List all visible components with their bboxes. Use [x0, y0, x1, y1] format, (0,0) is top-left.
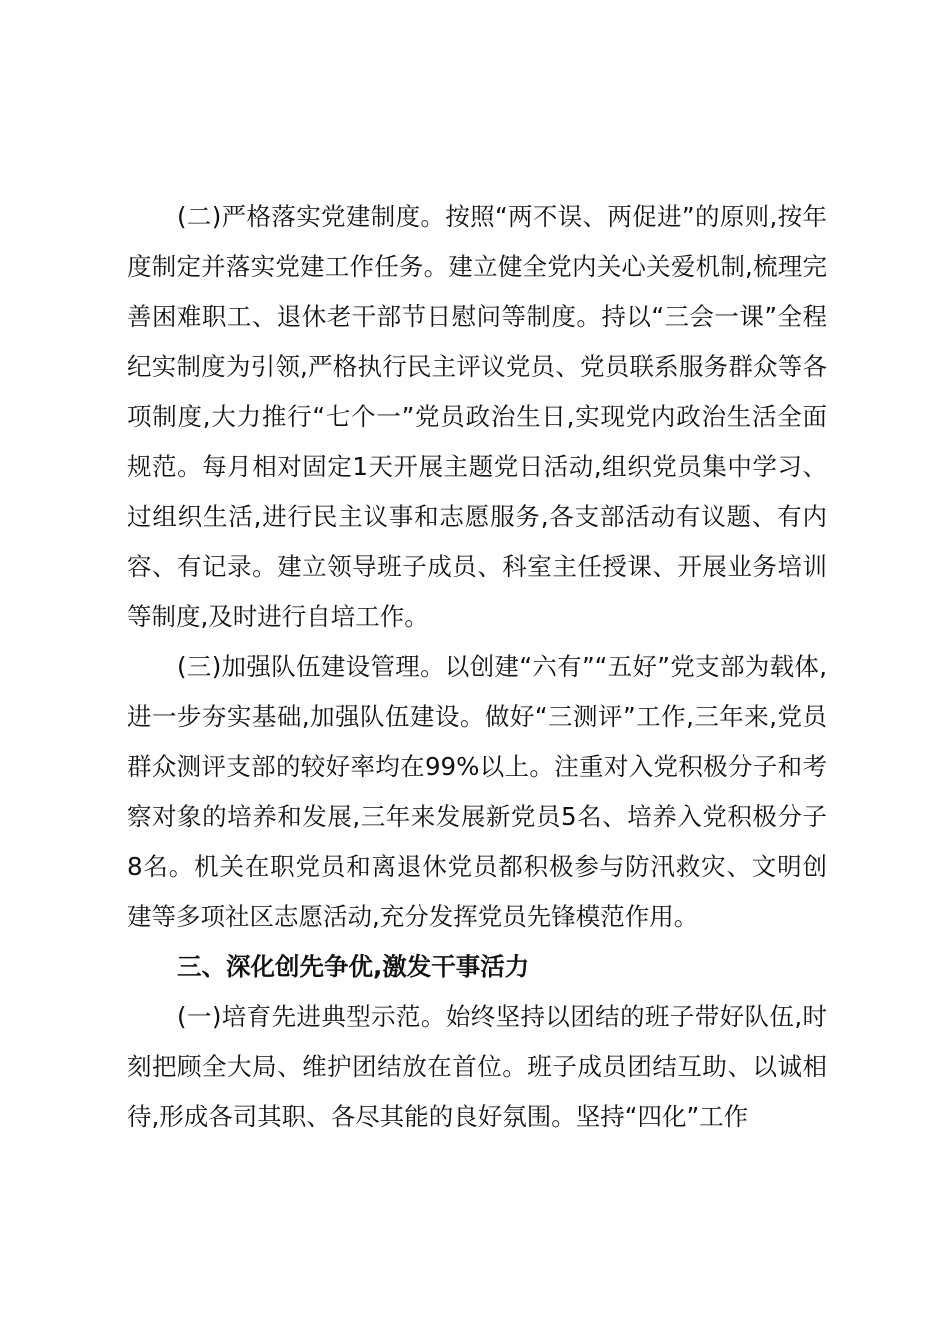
- document-body: [127, 192, 827, 1142]
- paragraph-party-system: (二)严格落实党建制度。按照“两不误、两促进”的原则,按年度制定并落实党建工作任务。建立健全党内关心关爱机制,梳理完善困难职工、退休老干部节日慰问等制度。持以“三会一课”全程纪实制度为引领,严格执行民主评议党员、党员联系服务群众等各项制度,大力推行“七个一”党员政治生日,实现党内政治生活全面规范。每月相对固定1天开展主题党日活动,组织党员集中学习、过组织生活,进行民主议事和志愿服务,各支部活动有议题、有内容、有记录。建立领导班子成员、科室主任授课、开展业务培训等制度,及时进行自培工作。: [127, 202, 827, 631]
- paragraph-team-building: (三)加强队伍建设管理。以创建“六有”“五好”党支部为载体,进一步夯实基础,加强队伍建设。做好“三测评”工作,三年来,党员群众测评支部的较好率均在99%以上。注重对入党积极分子和考察对象的培养和发展,三年来发展新党员5名、培养入党积极分子8名。机关在职党员和离退休党员都积极参与防汛救灾、文明创建等多项社区志愿活动,充分发挥党员先锋模范作用。: [127, 652, 827, 931]
- paragraph-model-examples: (一)培育先进典型示范。始终坚持以团结的班子带好队伍,时刻把顾全大局、维护团结放在首位。班子成员团结互助、以诚相待,形成各司其职、各尽其能的良好氛围。坚持“四化”工作: [127, 1002, 827, 1131]
- section-heading-3: 三、深化创先争优,激发干事活力: [177, 952, 530, 981]
